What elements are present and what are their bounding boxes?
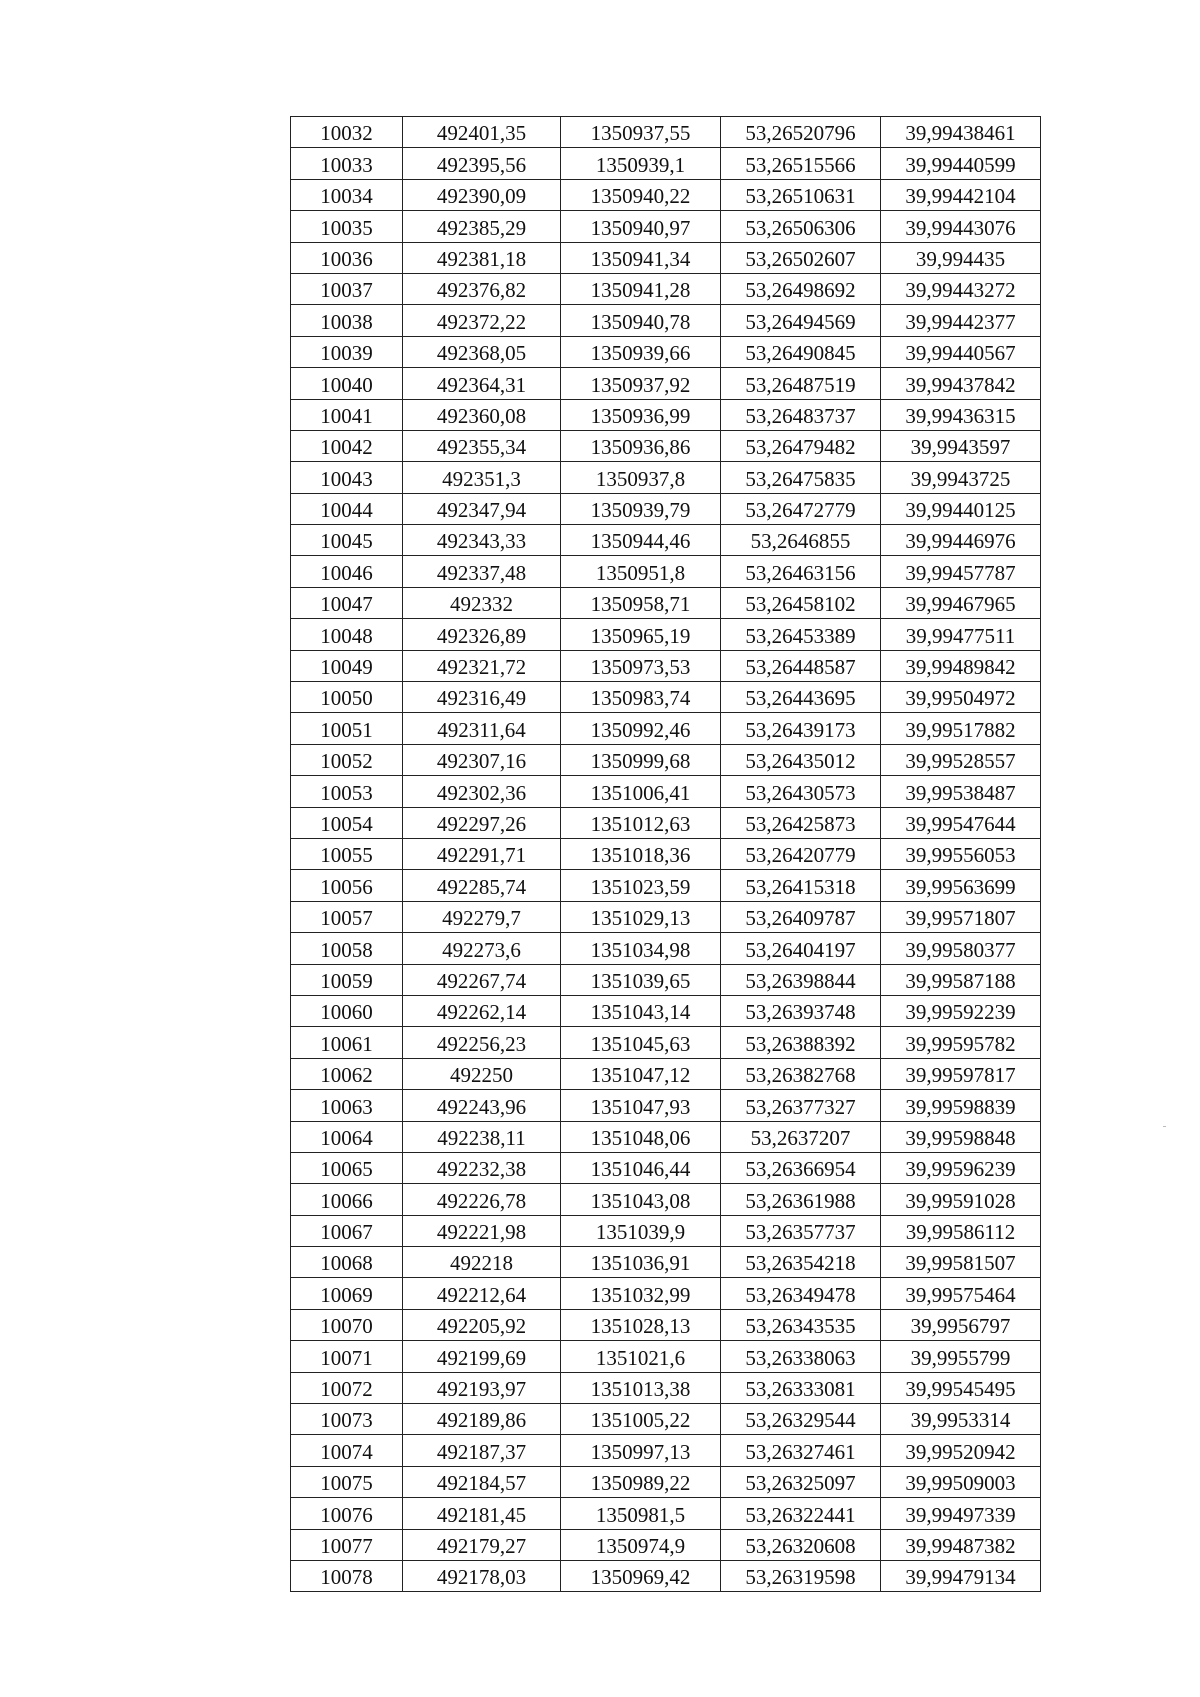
point-number-cell: 10056 [291, 870, 403, 901]
y-coordinate-cell: 1350969,42 [561, 1560, 721, 1591]
point-number-cell: 10068 [291, 1247, 403, 1278]
longitude-cell: 39,99581507 [881, 1247, 1041, 1278]
longitude-cell: 39,99528557 [881, 744, 1041, 775]
latitude-cell: 53,26490845 [721, 336, 881, 367]
point-number-cell: 10066 [291, 1184, 403, 1215]
longitude-cell: 39,99443272 [881, 273, 1041, 304]
longitude-cell: 39,99595782 [881, 1027, 1041, 1058]
table-row [291, 933, 1041, 964]
longitude-cell: 39,99442377 [881, 305, 1041, 336]
latitude-cell: 53,26361988 [721, 1184, 881, 1215]
y-coordinate-cell: 1351013,38 [561, 1372, 721, 1403]
longitude-cell: 39,99517882 [881, 713, 1041, 744]
x-coordinate-cell: 492232,38 [403, 1152, 561, 1183]
x-coordinate-cell: 492376,82 [403, 273, 561, 304]
y-coordinate-cell: 1351046,44 [561, 1152, 721, 1183]
latitude-cell: 53,26354218 [721, 1247, 881, 1278]
longitude-cell: 39,99489842 [881, 650, 1041, 681]
table-row [291, 1090, 1041, 1121]
y-coordinate-cell: 1350992,46 [561, 713, 721, 744]
table-row [291, 838, 1041, 869]
y-coordinate-cell: 1351039,9 [561, 1215, 721, 1246]
x-coordinate-cell: 492279,7 [403, 901, 561, 932]
latitude-cell: 53,26322441 [721, 1498, 881, 1529]
y-coordinate-cell: 1351045,63 [561, 1027, 721, 1058]
y-coordinate-cell: 1350997,13 [561, 1435, 721, 1466]
y-coordinate-cell: 1351047,93 [561, 1090, 721, 1121]
point-number-cell: 10071 [291, 1341, 403, 1372]
point-number-cell: 10053 [291, 776, 403, 807]
y-coordinate-cell: 1351048,06 [561, 1121, 721, 1152]
x-coordinate-cell: 492401,35 [403, 117, 561, 148]
x-coordinate-cell: 492307,16 [403, 744, 561, 775]
table-row [291, 1529, 1041, 1560]
point-number-cell: 10041 [291, 399, 403, 430]
x-coordinate-cell: 492221,98 [403, 1215, 561, 1246]
latitude-cell: 53,2646855 [721, 525, 881, 556]
longitude-cell: 39,99479134 [881, 1560, 1041, 1591]
table-row [291, 368, 1041, 399]
table-row [291, 1121, 1041, 1152]
y-coordinate-cell: 1351034,98 [561, 933, 721, 964]
x-coordinate-cell: 492285,74 [403, 870, 561, 901]
point-number-cell: 10033 [291, 148, 403, 179]
x-coordinate-cell: 492343,33 [403, 525, 561, 556]
x-coordinate-cell: 492256,23 [403, 1027, 561, 1058]
table-row [291, 964, 1041, 995]
latitude-cell: 53,26357737 [721, 1215, 881, 1246]
latitude-cell: 53,26439173 [721, 713, 881, 744]
x-coordinate-cell: 492262,14 [403, 995, 561, 1026]
y-coordinate-cell: 1351006,41 [561, 776, 721, 807]
latitude-cell: 53,26515566 [721, 148, 881, 179]
longitude-cell: 39,99504972 [881, 682, 1041, 713]
x-coordinate-cell: 492321,72 [403, 650, 561, 681]
y-coordinate-cell: 1351012,63 [561, 807, 721, 838]
table-row [291, 744, 1041, 775]
longitude-cell: 39,99509003 [881, 1466, 1041, 1497]
longitude-cell: 39,99591028 [881, 1184, 1041, 1215]
table-row [291, 148, 1041, 179]
longitude-cell: 39,99520942 [881, 1435, 1041, 1466]
y-coordinate-cell: 1351043,14 [561, 995, 721, 1026]
point-number-cell: 10052 [291, 744, 403, 775]
table-row [291, 556, 1041, 587]
latitude-cell: 53,26448587 [721, 650, 881, 681]
y-coordinate-cell: 1351036,91 [561, 1247, 721, 1278]
longitude-cell: 39,9953314 [881, 1404, 1041, 1435]
point-number-cell: 10076 [291, 1498, 403, 1529]
longitude-cell: 39,99487382 [881, 1529, 1041, 1560]
latitude-cell: 53,26520796 [721, 117, 881, 148]
latitude-cell: 53,26502607 [721, 242, 881, 273]
y-coordinate-cell: 1350958,71 [561, 587, 721, 618]
x-coordinate-cell: 492311,64 [403, 713, 561, 744]
coordinates-table [290, 116, 1041, 1592]
latitude-cell: 53,26325097 [721, 1466, 881, 1497]
table-row [291, 493, 1041, 524]
latitude-cell: 53,26319598 [721, 1560, 881, 1591]
x-coordinate-cell: 492187,37 [403, 1435, 561, 1466]
point-number-cell: 10050 [291, 682, 403, 713]
y-coordinate-cell: 1350983,74 [561, 682, 721, 713]
latitude-cell: 53,26398844 [721, 964, 881, 995]
point-number-cell: 10067 [291, 1215, 403, 1246]
longitude-cell: 39,99457787 [881, 556, 1041, 587]
point-number-cell: 10054 [291, 807, 403, 838]
y-coordinate-cell: 1350944,46 [561, 525, 721, 556]
latitude-cell: 53,26382768 [721, 1058, 881, 1089]
longitude-cell: 39,99596239 [881, 1152, 1041, 1183]
point-number-cell: 10040 [291, 368, 403, 399]
point-number-cell: 10057 [291, 901, 403, 932]
point-number-cell: 10059 [291, 964, 403, 995]
point-number-cell: 10048 [291, 619, 403, 650]
point-number-cell: 10039 [291, 336, 403, 367]
point-number-cell: 10046 [291, 556, 403, 587]
table-row [291, 1247, 1041, 1278]
longitude-cell: 39,99571807 [881, 901, 1041, 932]
y-coordinate-cell: 1350973,53 [561, 650, 721, 681]
table-row [291, 776, 1041, 807]
latitude-cell: 53,26479482 [721, 430, 881, 461]
latitude-cell: 53,26475835 [721, 462, 881, 493]
latitude-cell: 53,26510631 [721, 179, 881, 210]
point-number-cell: 10055 [291, 838, 403, 869]
x-coordinate-cell: 492184,57 [403, 1466, 561, 1497]
point-number-cell: 10045 [291, 525, 403, 556]
x-coordinate-cell: 492212,64 [403, 1278, 561, 1309]
longitude-cell: 39,99440567 [881, 336, 1041, 367]
y-coordinate-cell: 1351018,36 [561, 838, 721, 869]
x-coordinate-cell: 492178,03 [403, 1560, 561, 1591]
y-coordinate-cell: 1351039,65 [561, 964, 721, 995]
y-coordinate-cell: 1350941,34 [561, 242, 721, 273]
table-row [291, 399, 1041, 430]
x-coordinate-cell: 492337,48 [403, 556, 561, 587]
longitude-cell: 39,99438461 [881, 117, 1041, 148]
table-row [291, 117, 1041, 148]
table-row [291, 462, 1041, 493]
longitude-cell: 39,99436315 [881, 399, 1041, 430]
latitude-cell: 53,26430573 [721, 776, 881, 807]
point-number-cell: 10063 [291, 1090, 403, 1121]
longitude-cell: 39,99597817 [881, 1058, 1041, 1089]
x-coordinate-cell: 492368,05 [403, 336, 561, 367]
x-coordinate-cell: 492218 [403, 1247, 561, 1278]
table-row [291, 995, 1041, 1026]
x-coordinate-cell: 492326,89 [403, 619, 561, 650]
point-number-cell: 10075 [291, 1466, 403, 1497]
point-number-cell: 10073 [291, 1404, 403, 1435]
table-row [291, 901, 1041, 932]
table-row [291, 682, 1041, 713]
table-row [291, 211, 1041, 242]
table-row [291, 1278, 1041, 1309]
y-coordinate-cell: 1350937,55 [561, 117, 721, 148]
y-coordinate-cell: 1350941,28 [561, 273, 721, 304]
latitude-cell: 53,26320608 [721, 1529, 881, 1560]
point-number-cell: 10065 [291, 1152, 403, 1183]
x-coordinate-cell: 492193,97 [403, 1372, 561, 1403]
x-coordinate-cell: 492267,74 [403, 964, 561, 995]
latitude-cell: 53,26409787 [721, 901, 881, 932]
table-row [291, 305, 1041, 336]
longitude-cell: 39,99477511 [881, 619, 1041, 650]
y-coordinate-cell: 1350940,97 [561, 211, 721, 242]
latitude-cell: 53,26393748 [721, 995, 881, 1026]
y-coordinate-cell: 1350981,5 [561, 1498, 721, 1529]
x-coordinate-cell: 492347,94 [403, 493, 561, 524]
longitude-cell: 39,99592239 [881, 995, 1041, 1026]
longitude-cell: 39,9943725 [881, 462, 1041, 493]
latitude-cell: 53,26506306 [721, 211, 881, 242]
point-number-cell: 10036 [291, 242, 403, 273]
y-coordinate-cell: 1350999,68 [561, 744, 721, 775]
document-page [290, 116, 1040, 1592]
point-number-cell: 10042 [291, 430, 403, 461]
x-coordinate-cell: 492381,18 [403, 242, 561, 273]
y-coordinate-cell: 1350940,78 [561, 305, 721, 336]
table-row [291, 1372, 1041, 1403]
latitude-cell: 53,26343535 [721, 1309, 881, 1340]
y-coordinate-cell: 1351032,99 [561, 1278, 721, 1309]
x-coordinate-cell: 492364,31 [403, 368, 561, 399]
table-row [291, 1560, 1041, 1591]
longitude-cell: 39,99580377 [881, 933, 1041, 964]
y-coordinate-cell: 1350951,8 [561, 556, 721, 587]
x-coordinate-cell: 492205,92 [403, 1309, 561, 1340]
y-coordinate-cell: 1351043,08 [561, 1184, 721, 1215]
y-coordinate-cell: 1350937,92 [561, 368, 721, 399]
point-number-cell: 10061 [291, 1027, 403, 1058]
x-coordinate-cell: 492291,71 [403, 838, 561, 869]
point-number-cell: 10062 [291, 1058, 403, 1089]
longitude-cell: 39,99563699 [881, 870, 1041, 901]
point-number-cell: 10074 [291, 1435, 403, 1466]
y-coordinate-cell: 1350965,19 [561, 619, 721, 650]
x-coordinate-cell: 492372,22 [403, 305, 561, 336]
table-row [291, 273, 1041, 304]
point-number-cell: 10069 [291, 1278, 403, 1309]
point-number-cell: 10072 [291, 1372, 403, 1403]
table-row [291, 587, 1041, 618]
table-row [291, 525, 1041, 556]
x-coordinate-cell: 492181,45 [403, 1498, 561, 1529]
latitude-cell: 53,26435012 [721, 744, 881, 775]
point-number-cell: 10051 [291, 713, 403, 744]
latitude-cell: 53,26494569 [721, 305, 881, 336]
latitude-cell: 53,26498692 [721, 273, 881, 304]
table-row [291, 179, 1041, 210]
y-coordinate-cell: 1350939,1 [561, 148, 721, 179]
longitude-cell: 39,99442104 [881, 179, 1041, 210]
longitude-cell: 39,99497339 [881, 1498, 1041, 1529]
x-coordinate-cell: 492316,49 [403, 682, 561, 713]
latitude-cell: 53,26404197 [721, 933, 881, 964]
latitude-cell: 53,2637207 [721, 1121, 881, 1152]
latitude-cell: 53,26487519 [721, 368, 881, 399]
latitude-cell: 53,26366954 [721, 1152, 881, 1183]
latitude-cell: 53,26349478 [721, 1278, 881, 1309]
y-coordinate-cell: 1350940,22 [561, 179, 721, 210]
point-number-cell: 10064 [291, 1121, 403, 1152]
longitude-cell: 39,99440125 [881, 493, 1041, 524]
longitude-cell: 39,9956797 [881, 1309, 1041, 1340]
y-coordinate-cell: 1351023,59 [561, 870, 721, 901]
y-coordinate-cell: 1350937,8 [561, 462, 721, 493]
x-coordinate-cell: 492351,3 [403, 462, 561, 493]
latitude-cell: 53,26415318 [721, 870, 881, 901]
latitude-cell: 53,26458102 [721, 587, 881, 618]
point-number-cell: 10043 [291, 462, 403, 493]
longitude-cell: 39,99587188 [881, 964, 1041, 995]
latitude-cell: 53,26443695 [721, 682, 881, 713]
point-number-cell: 10035 [291, 211, 403, 242]
table-row [291, 619, 1041, 650]
longitude-cell: 39,9943597 [881, 430, 1041, 461]
x-coordinate-cell: 492355,34 [403, 430, 561, 461]
point-number-cell: 10070 [291, 1309, 403, 1340]
y-coordinate-cell: 1350939,66 [561, 336, 721, 367]
x-coordinate-cell: 492395,56 [403, 148, 561, 179]
table-row [291, 1058, 1041, 1089]
x-coordinate-cell: 492189,86 [403, 1404, 561, 1435]
latitude-cell: 53,26453389 [721, 619, 881, 650]
coordinates-table-body [291, 117, 1041, 1592]
table-row [291, 1215, 1041, 1246]
x-coordinate-cell: 492360,08 [403, 399, 561, 430]
table-row [291, 1341, 1041, 1372]
y-coordinate-cell: 1351021,6 [561, 1341, 721, 1372]
table-row [291, 336, 1041, 367]
longitude-cell: 39,99586112 [881, 1215, 1041, 1246]
longitude-cell: 39,99467965 [881, 587, 1041, 618]
y-coordinate-cell: 1350974,9 [561, 1529, 721, 1560]
table-row [291, 1184, 1041, 1215]
table-row [291, 1152, 1041, 1183]
latitude-cell: 53,26333081 [721, 1372, 881, 1403]
table-row [291, 1309, 1041, 1340]
point-number-cell: 10060 [291, 995, 403, 1026]
table-row [291, 1466, 1041, 1497]
x-coordinate-cell: 492199,69 [403, 1341, 561, 1372]
x-coordinate-cell: 492390,09 [403, 179, 561, 210]
longitude-cell: 39,99440599 [881, 148, 1041, 179]
latitude-cell: 53,26377327 [721, 1090, 881, 1121]
longitude-cell: 39,99446976 [881, 525, 1041, 556]
y-coordinate-cell: 1350936,99 [561, 399, 721, 430]
longitude-cell: 39,99598839 [881, 1090, 1041, 1121]
point-number-cell: 10032 [291, 117, 403, 148]
longitude-cell: 39,9955799 [881, 1341, 1041, 1372]
table-row [291, 650, 1041, 681]
y-coordinate-cell: 1351029,13 [561, 901, 721, 932]
latitude-cell: 53,26388392 [721, 1027, 881, 1058]
longitude-cell: 39,99545495 [881, 1372, 1041, 1403]
latitude-cell: 53,26327461 [721, 1435, 881, 1466]
table-row [291, 1435, 1041, 1466]
point-number-cell: 10078 [291, 1560, 403, 1591]
longitude-cell: 39,99575464 [881, 1278, 1041, 1309]
y-coordinate-cell: 1351005,22 [561, 1404, 721, 1435]
y-coordinate-cell: 1350989,22 [561, 1466, 721, 1497]
x-coordinate-cell: 492385,29 [403, 211, 561, 242]
table-row [291, 242, 1041, 273]
latitude-cell: 53,26483737 [721, 399, 881, 430]
point-number-cell: 10037 [291, 273, 403, 304]
table-row [291, 713, 1041, 744]
longitude-cell: 39,99598848 [881, 1121, 1041, 1152]
latitude-cell: 53,26472779 [721, 493, 881, 524]
scan-speck [1163, 1126, 1166, 1127]
table-row [291, 1498, 1041, 1529]
x-coordinate-cell: 492273,6 [403, 933, 561, 964]
longitude-cell: 39,99437842 [881, 368, 1041, 399]
point-number-cell: 10034 [291, 179, 403, 210]
latitude-cell: 53,26425873 [721, 807, 881, 838]
table-row [291, 430, 1041, 461]
latitude-cell: 53,26463156 [721, 556, 881, 587]
y-coordinate-cell: 1351028,13 [561, 1309, 721, 1340]
x-coordinate-cell: 492250 [403, 1058, 561, 1089]
point-number-cell: 10047 [291, 587, 403, 618]
longitude-cell: 39,99443076 [881, 211, 1041, 242]
table-row [291, 1404, 1041, 1435]
y-coordinate-cell: 1350936,86 [561, 430, 721, 461]
latitude-cell: 53,26329544 [721, 1404, 881, 1435]
latitude-cell: 53,26420779 [721, 838, 881, 869]
point-number-cell: 10044 [291, 493, 403, 524]
x-coordinate-cell: 492226,78 [403, 1184, 561, 1215]
point-number-cell: 10049 [291, 650, 403, 681]
longitude-cell: 39,99556053 [881, 838, 1041, 869]
x-coordinate-cell: 492332 [403, 587, 561, 618]
point-number-cell: 10058 [291, 933, 403, 964]
latitude-cell: 53,26338063 [721, 1341, 881, 1372]
point-number-cell: 10077 [291, 1529, 403, 1560]
longitude-cell: 39,99538487 [881, 776, 1041, 807]
longitude-cell: 39,99547644 [881, 807, 1041, 838]
x-coordinate-cell: 492179,27 [403, 1529, 561, 1560]
table-row [291, 1027, 1041, 1058]
x-coordinate-cell: 492243,96 [403, 1090, 561, 1121]
table-row [291, 807, 1041, 838]
x-coordinate-cell: 492297,26 [403, 807, 561, 838]
y-coordinate-cell: 1351047,12 [561, 1058, 721, 1089]
table-row [291, 870, 1041, 901]
longitude-cell: 39,994435 [881, 242, 1041, 273]
x-coordinate-cell: 492238,11 [403, 1121, 561, 1152]
x-coordinate-cell: 492302,36 [403, 776, 561, 807]
point-number-cell: 10038 [291, 305, 403, 336]
y-coordinate-cell: 1350939,79 [561, 493, 721, 524]
